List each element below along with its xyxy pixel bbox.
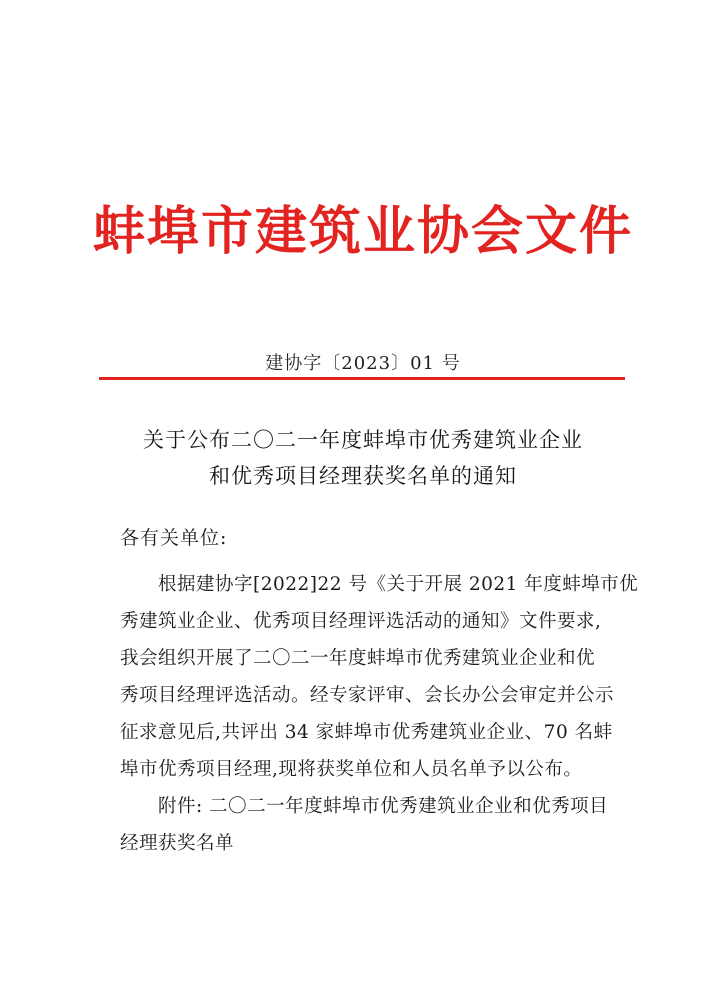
paragraph-line: 秀建筑业企业、优秀项目经理评选活动的通知》文件要求, [120, 611, 602, 632]
issuer-header-title: 蚌埠市建筑业协会文件 [92, 202, 633, 262]
attachment-line: 附件: 二〇二一年度蚌埠市优秀建筑业企业和优秀项目 [158, 796, 609, 817]
paragraph-line: 秀项目经理评选活动。经专家评审、会长办公会审定并公示 [120, 685, 615, 706]
document-number: 建协字〔2023〕01 号 [265, 353, 461, 374]
notice-title-line: 和优秀项目经理获奖名单的通知 [209, 464, 517, 488]
attachment-line: 经理获奖名单 [120, 833, 235, 854]
notice-title-line: 关于公布二〇二一年度蚌埠市优秀建筑业企业 [143, 428, 583, 452]
salutation: 各有关单位: [120, 527, 228, 549]
paragraph-line: 征求意见后,共评出 34 家蚌埠市优秀建筑业企业、70 名蚌 [120, 722, 613, 743]
paragraph-line: 根据建协字[2022]22 号《关于开展 2021 年度蚌埠市优 [158, 574, 639, 595]
paragraph-line: 我会组织开展了二〇二一年度蚌埠市优秀建筑业企业和优 [120, 648, 596, 669]
paragraph-line: 埠市优秀项目经理,现将获奖单位和人员名单予以公布。 [120, 759, 583, 780]
notice-body [120, 566, 639, 862]
notice-title [90, 422, 636, 494]
red-divider-line [99, 377, 625, 380]
